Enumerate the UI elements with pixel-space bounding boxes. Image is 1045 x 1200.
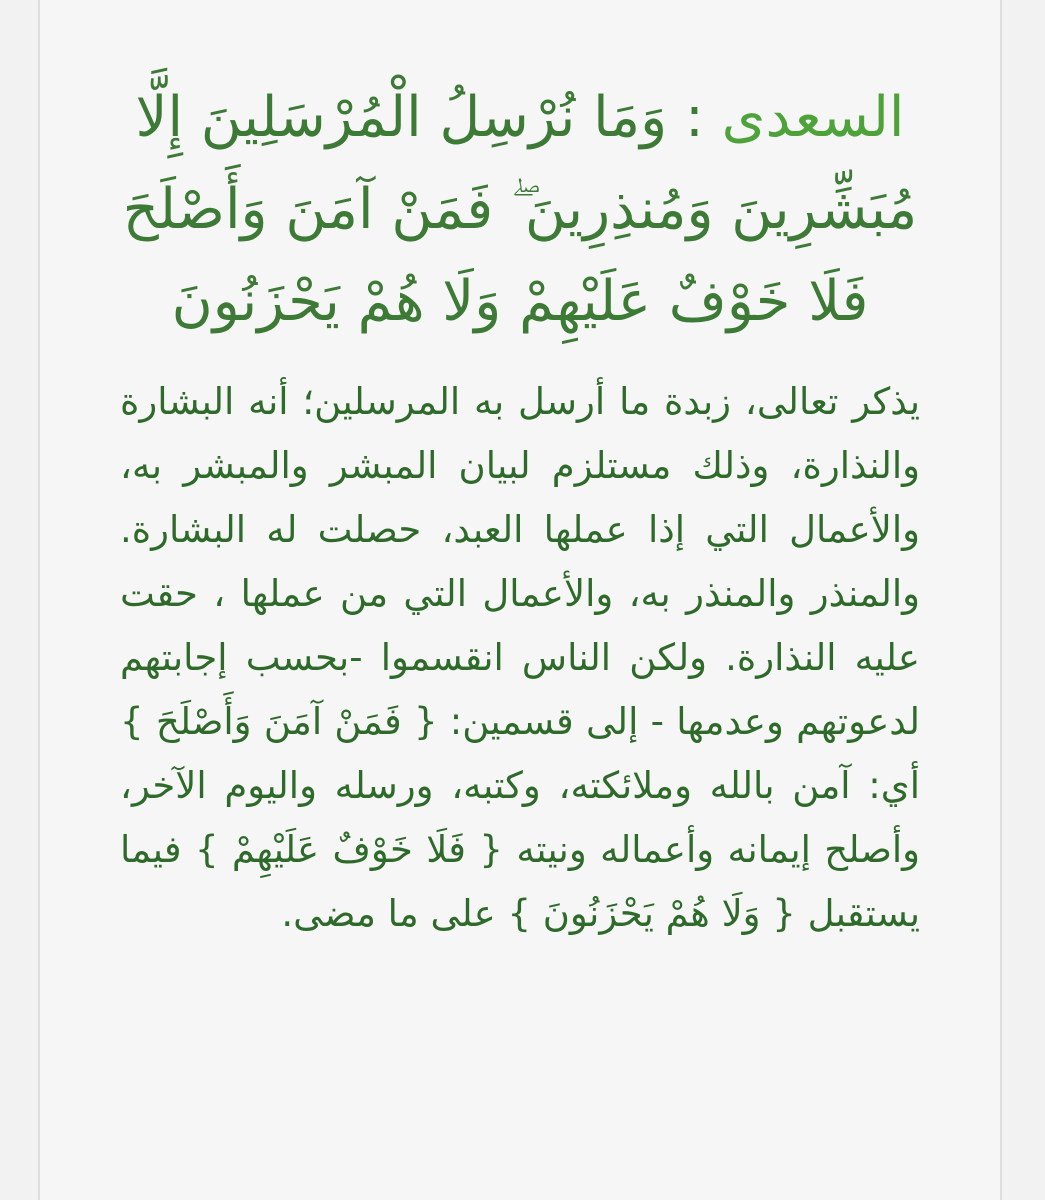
tafsir-source-label: السعدى [721, 85, 905, 150]
quoted-verse-1: { فَمَنْ آمَنَ وَأَصْلَحَ } [120, 700, 438, 743]
verse-heading [120, 72, 920, 348]
quran-verse: وَمَا نُرْسِلُ الْمُرْسَلِينَ إِلَّا مُبَشِّرِينَ وَمُنذِرِينَ ۖ فَمَنْ آمَنَ وَأَصْلَحَ فَلَا خَوْفٌ عَلَيْهِمْ وَلَا هُمْ يَحْزَنُونَ [122, 85, 918, 334]
document-page [38, 0, 1002, 1200]
document-content [120, 72, 920, 946]
tafsir-paragraph [120, 370, 920, 946]
tafsir-text-3: فيما يستقبل [120, 828, 920, 935]
tafsir-text-1: يذكر تعالى، زبدة ما أرسل به المرسلين؛ أنه البشارة والنذارة، وذلك مستلزم لبيان المبشر والمبشر به، والأعمال التي إذا عملها العبد، حصلت له البشارة. والمنذر والمنذر به، والأعمال التي من عملها ، حقت عليه النذارة. ولكن الناس انقسموا -بحسب إجابتهم لدعوتهم وعدمها - إلى قسمين: [120, 380, 920, 743]
source-separator: : [667, 85, 722, 150]
quoted-verse-3: { وَلَا هُمْ يَحْزَنُونَ } [507, 892, 796, 935]
quoted-verse-2: { فَلَا خَوْفٌ عَلَيْهِمْ } [194, 828, 503, 871]
tafsir-text-2: أي: آمن بالله وملائكته، وكتبه، ورسله واليوم الآخر، وأصلح إيمانه وأعماله ونيته [120, 764, 921, 871]
tafsir-text-4: على ما مضى. [281, 892, 508, 935]
